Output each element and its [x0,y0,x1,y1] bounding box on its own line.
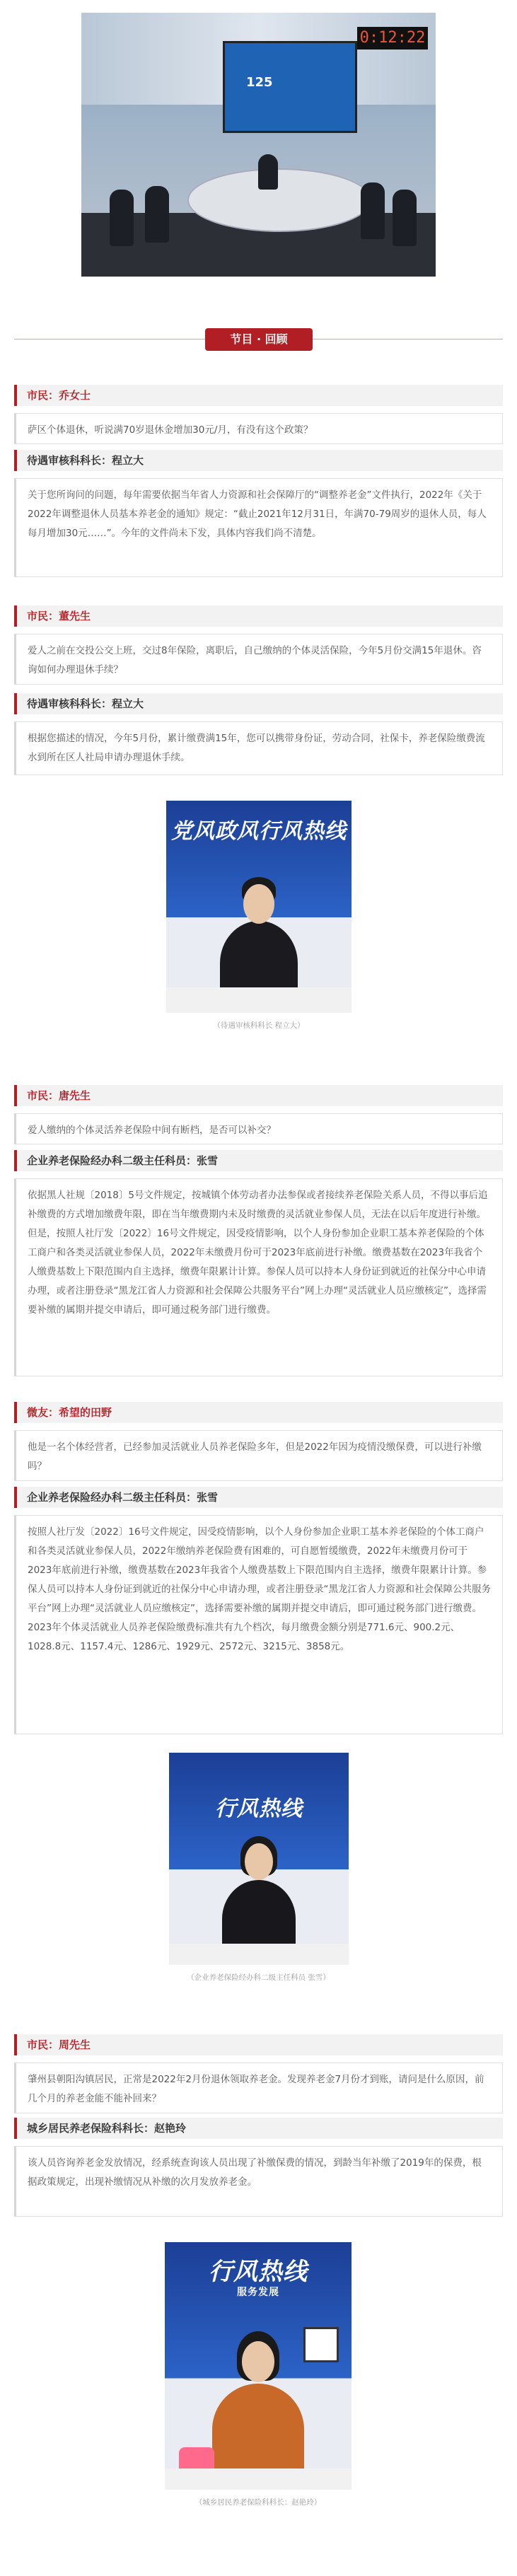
person-figure [212,2384,304,2476]
person-figure [110,190,134,246]
question-text: 他是一名个体经营者，已经参加灵活就业人员养老保险多年，但是2022年因为疫情没缴保费，可以进行补缴吗？ [14,1430,503,1481]
studio-screen [223,41,357,133]
photo-caption: （待遇审核科科长 程立大） [213,1021,305,1030]
question-text: 萨区个体退休，听说满70岁退休金增加30元/月，有没有这个政策？ [14,413,503,444]
answer-text: 该人员咨询养老金发放情况，经系统查询该人员出现了补缴保费的情况，到龄当年补缴了2019年的保费，根据政策规定，出现补缴情况从补缴的次月发放养老金。 [14,2146,503,2217]
banner-text: 行风热线 [209,2258,308,2286]
asker-label: 市民：董先生 [14,605,503,627]
person-figure [393,190,417,246]
answerer-label: 企业养老保险经办科二级主任科员：张雪 [14,1487,503,1508]
person-figure [258,154,278,190]
portrait-photo [169,1753,349,1965]
asker-label: 微友：希望的田野 [14,1402,503,1423]
desk-shape [166,987,352,1013]
answer-text: 根据您描述的情况，今年5月份，累计缴费满15年，您可以携带身份证，劳动合同，社保卡，养老保险缴费流水到所在区人社局申请办理退休手续。 [14,721,503,775]
banner-text: 行风热线 [215,1797,303,1821]
answer-text: 按照人社厅发〔2022〕16号文件规定，因受疫情影响，以个人身份参加企业职工基本养老保险的个体工商户和各类灵活就业参保人员，2022年缴纳养老保险费有困难的，可自愿暂缓缴费，2022年未缴费月份可于2023年底前进行补缴，缴费基数在2023年我省个人缴费基数上下限范围内自主选择，缴费年限累计计算。参保人员可以持本人身份证到就近的社保分中心申请办理，或者注册登录“黑龙江省人力资源和社会保障公共服务平台”网上办理“灵活就业人员应缴核定”，选择需要补缴的属期并提交申请后，即可通过税务部门进行缴费。2023年个体灵活就业人员养老保险缴费标准共有九个档次，每月缴费金额分别是771.6元、900.2元、1028.8元、1157.4元、1286元、1929元、2572元、3215元、3858元。 [14,1515,503,1734]
photo-caption: （企业养老保险经办科二级主任科员 张雪） [187,1973,330,1982]
question-text: 肇州县朝阳沟镇居民，正常是2022年2月份退休领取养老金。发现养老金7月份才到账，请问是什么原因，前几个月的养老金能不能补回来？ [14,2062,503,2113]
asker-label: 市民：唐先生 [14,1085,503,1106]
studio-photo [81,13,436,277]
answerer-label: 城乡居民养老保险科科长：赵艳玲 [14,2118,503,2139]
section-title: 节目 · 回顾 [205,328,313,351]
answer-text: 依据黑人社规〔2018〕5号文件规定，按城镇个体劳动者办法参保或者接续养老保险关系人员，不得以事后追补缴费的方式增加缴费年限，即在当年缴费期内未及时缴费的灵活就业参保人员，无法在以后年度进行补缴。但是，按照人社厅发〔2022〕16号文件规定，因受疫情影响，以个人身份参加企业职工基本养老保险的个体工商户和各类灵活就业参保人员，2022年未缴费月份可于2023年底前进行补缴。缴费基数在2023年我省个人缴费基数上下限范围内自主选择，缴费年限累计计算。参保人员可以持本人身份证到就近的社保分中心申请办理，或者注册登录“黑龙江省人力资源和社会保障公共服务平台”网上办理“灵活就业人员应缴核定”，选择需要补缴的属期并提交申请后，即可通过税务部门进行缴费。 [14,1178,503,1376]
face-shape [243,884,274,924]
answerer-label: 待遇审核科科长：程立大 [14,450,503,471]
portrait-photo [166,801,352,1013]
asker-label: 市民：乔女士 [14,385,503,406]
photo-caption: （城乡居民养老保险科科长：赵艳玲） [194,2498,322,2507]
desk-shape [169,1944,349,1965]
answerer-label: 企业养老保险经办科二级主任科员：张雪 [14,1150,503,1171]
answerer-label: 待遇审核科科长：程立大 [14,693,503,714]
asker-label: 市民：周先生 [14,2034,503,2055]
screen-text: 125 [246,75,273,90]
person-figure [145,186,169,243]
banner-text: 党风政风行风热线 [171,819,347,844]
question-text: 爱人之前在交投公交上班，交过8年保险，离职后，自己缴纳的个体灵活保险，今年5月份交满15年退休。咨询如何办理退休手续？ [14,634,503,685]
qr-code-icon [303,2327,339,2362]
face-shape [245,1843,273,1880]
banner-subtext: 服务发展 [237,2286,279,2298]
person-figure [361,182,385,239]
answer-text: 关于您所询问的问题，每年需要依据当年省人力资源和社会保障厅的“调整养老金”文件执行，2022年《关于2022年调整退休人员基本养老金的通知》规定：“截止2021年12月31日，年满70-79周岁的退休人员，每人每月增加30元……”。今年的文件尚未下发，具体内容我们尚不清楚。 [14,478,503,577]
portrait-photo [165,2242,352,2490]
desk-shape [165,2468,352,2490]
studio-desk [187,168,371,232]
studio-timer: 0:12:22 [357,27,428,50]
question-text: 爱人缴纳的个体灵活养老保险中间有断档，是否可以补交？ [14,1113,503,1144]
face-shape [242,2341,274,2382]
